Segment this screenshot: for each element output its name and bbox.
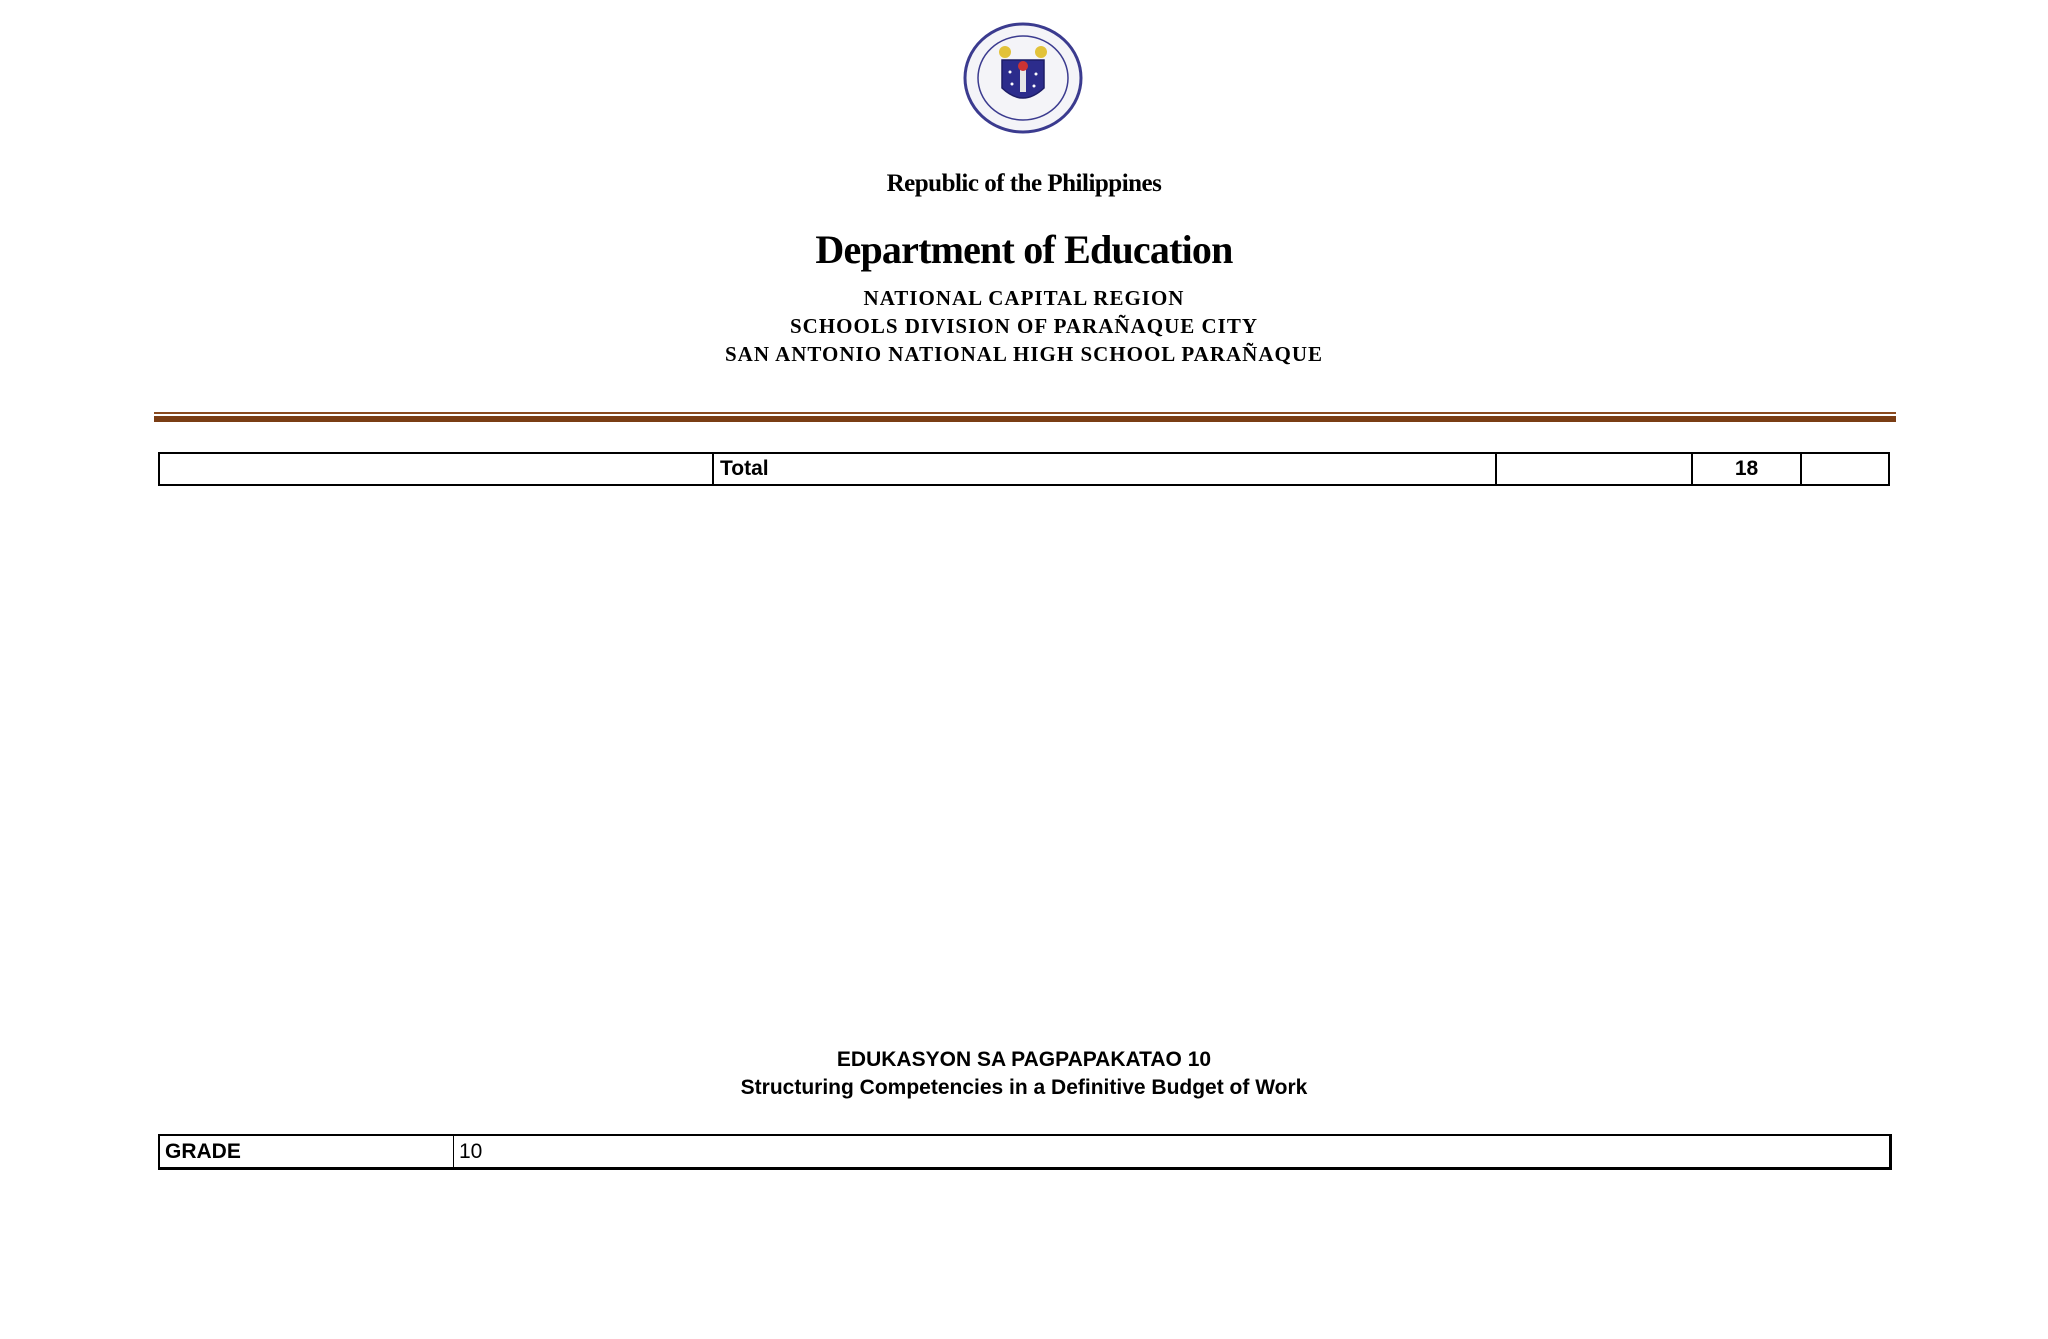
total-label: Total xyxy=(714,454,1497,484)
grade-table xyxy=(158,1134,1892,1170)
header-divider xyxy=(154,412,1896,422)
deped-seal-icon xyxy=(962,22,1084,134)
total-table xyxy=(158,452,1890,486)
subject-subtitle: Structuring Competencies in a Definitive Budget of Work xyxy=(740,1076,1308,1099)
total-empty-cell xyxy=(1802,454,1888,484)
total-value: 18 xyxy=(1693,454,1802,484)
division-line: SCHOOLS DIVISION OF PARAÑAQUE CITY xyxy=(789,314,1259,338)
region-line: NATIONAL CAPITAL REGION xyxy=(863,286,1185,310)
grade-value: 10 xyxy=(459,1139,483,1163)
office-lines xyxy=(0,284,2048,368)
republic-heading: Republic of the Philippines xyxy=(886,170,1162,197)
total-empty-cell xyxy=(160,454,714,484)
grade-label: GRADE xyxy=(160,1136,454,1167)
school-line: SAN ANTONIO NATIONAL HIGH SCHOOL PARAÑAQUE xyxy=(724,342,1323,366)
department-heading: Department of Education xyxy=(815,227,1233,272)
total-empty-cell xyxy=(1497,454,1693,484)
subject-heading xyxy=(0,1046,2048,1102)
subject-title: EDUKASYON SA PAGPAPAKATAO 10 xyxy=(836,1048,1212,1071)
